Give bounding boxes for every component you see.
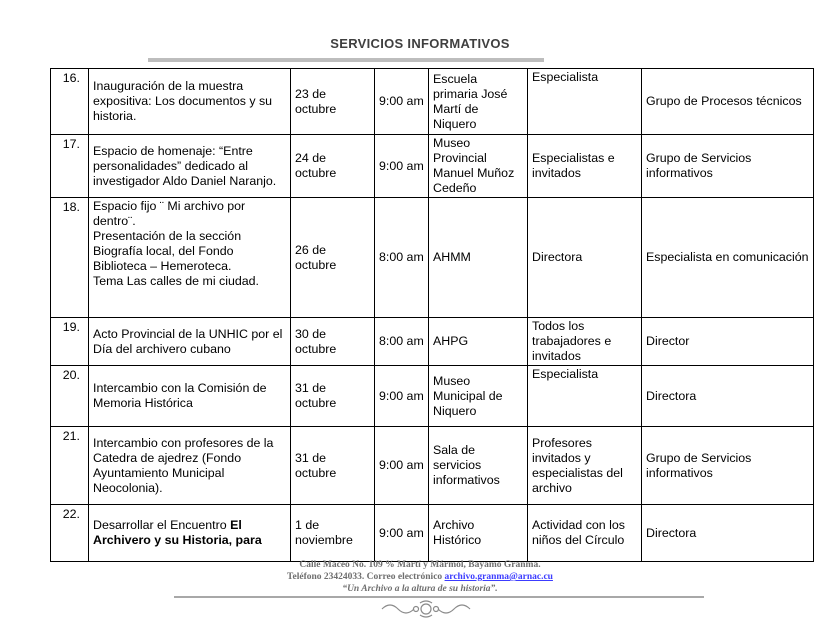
date-cell: 23 de octubre xyxy=(291,69,375,135)
participants-cell: Especialista xyxy=(528,366,642,427)
table-row xyxy=(51,505,814,562)
activity-suffix: , para xyxy=(228,533,262,547)
activity-text: Desarrollar el Encuentro xyxy=(93,518,231,532)
participants-cell: Profesores invitados y especialistas del archivo xyxy=(528,427,642,505)
responsible-cell: Especialista en comunicación xyxy=(642,198,814,318)
participants-cell: Especialistas e invitados xyxy=(528,135,642,198)
table-row xyxy=(51,366,814,427)
activity-line: Tema Las calles de mi ciudad. xyxy=(93,274,259,288)
time-cell: 9:00 am xyxy=(375,135,429,198)
activity-cell: Espacio de homenaje: “Entre personalidades” dedicado al investigador Aldo Daniel Naranjo. xyxy=(89,135,291,198)
row-number: 16. xyxy=(51,69,89,135)
email-link[interactable]: archivo.granma@arnac.cu xyxy=(444,572,553,582)
activity-cell: Acto Provincial de la UNHIC por el Día del archivero cubano xyxy=(89,318,291,366)
responsible-cell: Grupo de Procesos técnicos xyxy=(642,69,814,135)
activity-cell xyxy=(89,198,291,318)
footer-contact xyxy=(0,572,840,582)
activity-cell: Intercambio con la Comisión de Memoria Histórica xyxy=(89,366,291,427)
activity-line: Presentación de la sección Biografía local, del Fondo Biblioteca – Hemeroteca. xyxy=(93,229,242,273)
participants-cell: Actividad con los niños del Círculo xyxy=(528,505,642,562)
participants-cell: Directora xyxy=(528,198,642,318)
footer-divider xyxy=(174,596,704,598)
row-number: 20. xyxy=(51,366,89,427)
place-cell: Museo Municipal de Niquero xyxy=(429,366,528,427)
row-number: 18. xyxy=(51,198,89,318)
footer-motto: “Un Archivo a la altura de su historia”. xyxy=(342,584,498,594)
table-row xyxy=(51,69,814,135)
date-cell: 31 de octubre xyxy=(291,427,375,505)
date-cell: 31 de octubre xyxy=(291,366,375,427)
ornament-icon xyxy=(380,599,472,619)
responsible-cell: Directora xyxy=(642,366,814,427)
row-number: 22. xyxy=(51,505,89,562)
participants-cell: Especialista xyxy=(528,69,642,135)
time-cell: 8:00 am xyxy=(375,198,429,318)
place-cell: AHMM xyxy=(429,198,528,318)
date-cell: 26 de octubre xyxy=(291,198,375,318)
date-cell: 24 de octubre xyxy=(291,135,375,198)
event-name: El Archivero y su Historia xyxy=(93,518,242,547)
time-cell: 9:00 am xyxy=(375,69,429,135)
row-number: 21. xyxy=(51,427,89,505)
events-table xyxy=(50,68,814,562)
table-row xyxy=(51,318,814,366)
responsible-cell: Directora xyxy=(642,505,814,562)
row-number: 17. xyxy=(51,135,89,198)
footer-phone: Teléfono 23424033. Correo electrónico xyxy=(287,572,445,582)
date-cell: 1 de noviembre xyxy=(291,505,375,562)
time-cell: 9:00 am xyxy=(375,427,429,505)
time-cell: 9:00 am xyxy=(375,505,429,562)
title-underline xyxy=(148,58,544,62)
responsible-cell: Grupo de Servicios informativos xyxy=(642,135,814,198)
activity-cell: Intercambio con profesores de la Catedra de ajedrez (Fondo Ayuntamiento Municipal Neocolonia). xyxy=(89,427,291,505)
place-cell: AHPG xyxy=(429,318,528,366)
place-cell: Archivo Histórico xyxy=(429,505,528,562)
activity-cell xyxy=(89,505,291,562)
time-cell: 8:00 am xyxy=(375,318,429,366)
activity-line: Espacio fijo ¨ Mi archivo por dentro¨. xyxy=(93,199,246,228)
table-row xyxy=(51,135,814,198)
time-cell: 9:00 am xyxy=(375,366,429,427)
place-cell: Escuela primaria José Martí de Niquero xyxy=(429,69,528,135)
responsible-cell: Grupo de Servicios informativos xyxy=(642,427,814,505)
page-title: SERVICIOS INFORMATIVOS xyxy=(330,36,510,51)
activity-cell: Inauguración de la muestra expositiva: Los documentos y su historia. xyxy=(89,69,291,135)
place-cell: Museo Provincial Manuel Muñoz Cedeño xyxy=(429,135,528,198)
date-cell: 30 de octubre xyxy=(291,318,375,366)
place-cell: Sala de servicios informativos xyxy=(429,427,528,505)
table-row xyxy=(51,198,814,318)
responsible-cell: Director xyxy=(642,318,814,366)
row-number: 19. xyxy=(51,318,89,366)
footer-address: Calle Maceo No. 109 % Martí y Mármol, Bayamo Granma. xyxy=(299,560,541,570)
table-row xyxy=(51,427,814,505)
participants-cell: Todos los trabajadores e invitados xyxy=(528,318,642,366)
